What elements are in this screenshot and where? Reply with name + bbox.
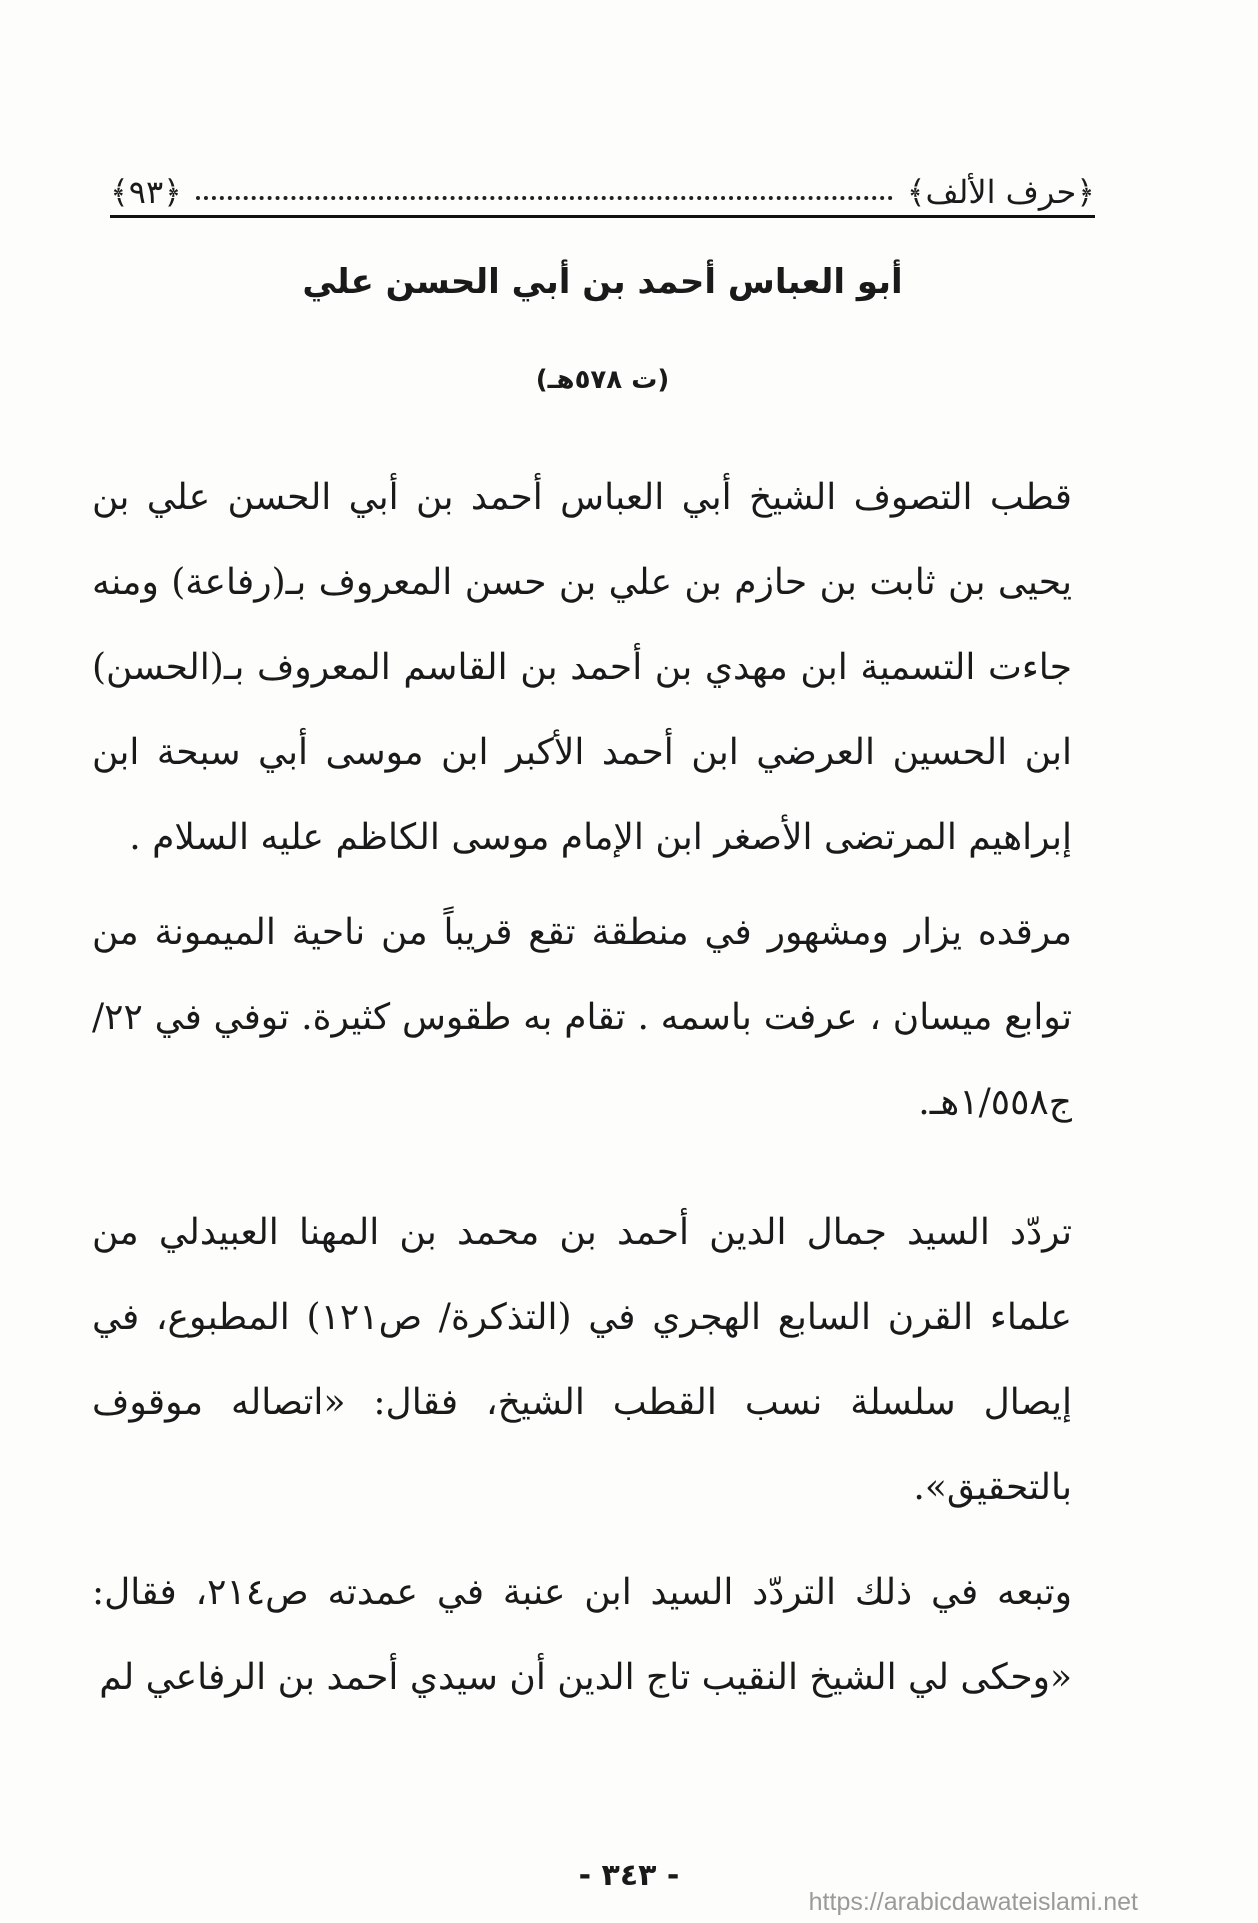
watermark-url: https://arabicdawateislami.net: [808, 1888, 1138, 1916]
paragraph-shrine: مرقده يزار ومشهور في منطقة تقع قريباً من ناحية الميمونة من توابع ميسان ، عرفت باسمه . تقام به طقوس كثيرة. توفي في ٢٢/ج١/٥٥٨هـ.: [92, 912, 1072, 1123]
entry-death-date: (ت ٥٧٨هـ): [535, 365, 670, 395]
paragraph-ubaydali: تردّد السيد جمال الدين أحمد بن محمد بن المهنا العبيدلي من علماء القرن السابع الهجري في (التذكرة/ ص١٢١) المطبوع، في إيصال سلسلة نسب القطب الشيخ، فقال: «اتصاله موقوف بالتحقيق».: [92, 1212, 1072, 1508]
entry-title: أبو العباس أحمد بن أبي الحسن علي: [302, 262, 903, 302]
section-title: ﴿حرف الألف﴾: [906, 173, 1095, 211]
page-number: - ٣٤٣ -: [578, 1858, 680, 1893]
leader-dots: [196, 196, 893, 200]
header-page-ref: ﴿٩٣﴾: [110, 173, 182, 211]
paragraph-lineage: قطب التصوف الشيخ أبي العباس أحمد بن أبي الحسن علي بن يحيى بن ثابت بن حازم بن علي بن حسن المعروف بـ(رفاعة) ومنه جاءت التسمية ابن مهدي بن أحمد بن القاسم المعروف بـ(الحسن) ابن الحسين العرضي ابن أحمد الأكبر ابن موسى أبي سبحة ابن إبراهيم المرتضى الأصغر ابن الإمام موسى الكاظم عليه السلام .: [92, 477, 1072, 858]
paragraph-ibn-inaba: وتبعه في ذلك التردّد السيد ابن عنبة في عمدته ص٢١٤، فقال: «وحكى لي الشيخ النقيب تاج الدين أن سيدي أحمد بن الرفاعي لم: [92, 1572, 1072, 1698]
header-rule: [110, 215, 1095, 218]
running-header: [110, 162, 1095, 222]
